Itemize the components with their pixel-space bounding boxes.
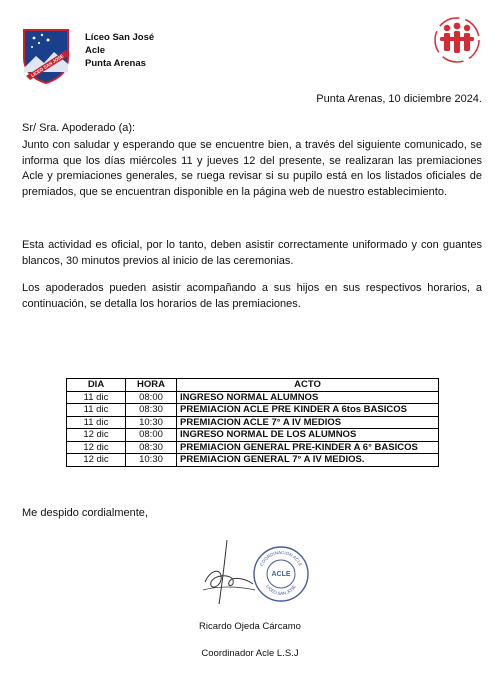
table-row: [67, 429, 439, 442]
svg-text:ACLE: ACLE: [271, 571, 291, 578]
svg-text:LICEO SAN JOSE: LICEO SAN JOSE: [29, 53, 65, 79]
acle-stamp: [252, 545, 310, 603]
school-header: [85, 31, 154, 70]
cell-dia: 11 dic: [67, 416, 126, 429]
cell-acto: PREMIACION ACLE 7° A IV MEDIOS: [177, 416, 439, 429]
cell-hora: 10:30: [126, 454, 177, 467]
table-row: [67, 391, 439, 404]
cell-acto: PREMIACION ACLE PRE KINDER A 6tos BASICOS: [177, 404, 439, 417]
svg-text:COORDINACION ACLE: COORDINACION ACLE: [258, 549, 304, 567]
table-row: [67, 441, 439, 454]
header-hora: HORA: [126, 379, 177, 392]
schedule-table: [66, 378, 439, 467]
cell-dia: 12 dic: [67, 454, 126, 467]
cell-hora: 08:30: [126, 404, 177, 417]
paragraph-uniform: Esta actividad es oficial, por lo tanto, deben asistir correctamente uniformado y con guantes blancos, 30 minutos previos al inicio de las ceremonias.: [22, 239, 482, 267]
school-crest-logo: [22, 28, 70, 84]
cell-acto: PREMIACION GENERAL 7° A IV MEDIOS.: [177, 454, 439, 467]
cell-hora: 08:00: [126, 429, 177, 442]
table-row: [67, 416, 439, 429]
cell-hora: 08:30: [126, 441, 177, 454]
school-subtitle: Acle: [85, 45, 106, 56]
cell-hora: 10:30: [126, 416, 177, 429]
cell-dia: 11 dic: [67, 391, 126, 404]
handwritten-signature: [197, 538, 259, 608]
signer-name: Ricardo Ojeda Cárcamo: [199, 621, 301, 632]
cell-acto: INGRESO NORMAL ALUMNOS: [177, 391, 439, 404]
cell-dia: 12 dic: [67, 429, 126, 442]
table-header-row: [67, 379, 439, 392]
table-row: [67, 404, 439, 417]
paragraph-intro: Junto con saludar y esperando que se encuentre bien, a través del siguiente comunicado, se informa que los días miércoles 11 y jueves 12 del presente, se realizaran las premiaciones Acle y premiaciones generales, se ruega revisar si su pupilo está en los listados oficiales de premiados, que se encuentran disponible en la página web de nuestro establecimiento.: [22, 139, 482, 198]
brand-people-logo: [432, 17, 482, 63]
header-acto: ACTO: [177, 379, 439, 392]
school-city: Punta Arenas: [85, 58, 146, 69]
paragraph-schedule-intro: Los apoderados pueden asistir acompañando a sus hijos en sus respectivos horarios, a continuación, se detalla los horarios de las premiaciones.: [22, 282, 482, 310]
table-row: [67, 454, 439, 467]
cell-acto: PREMIACION GENERAL PRE-KINDER A 6° BASICOS: [177, 441, 439, 454]
cell-dia: 12 dic: [67, 441, 126, 454]
letter-closing: Me despido cordialmente,: [22, 507, 148, 519]
school-name: Líceo San José: [85, 32, 155, 43]
svg-text:LICEO SAN JOSE: LICEO SAN JOSE: [265, 583, 297, 597]
cell-acto: INGRESO NORMAL DE LOS ALUMNOS: [177, 429, 439, 442]
header-dia: DIA: [67, 379, 126, 392]
cell-hora: 08:00: [126, 391, 177, 404]
cell-dia: 11 dic: [67, 404, 126, 417]
letter-date: Punta Arenas, 10 diciembre 2024.: [316, 93, 482, 105]
signer-role: Coordinador Acle L.S.J: [201, 648, 299, 659]
letter-greeting: Sr/ Sra. Apoderado (a):: [22, 122, 136, 134]
